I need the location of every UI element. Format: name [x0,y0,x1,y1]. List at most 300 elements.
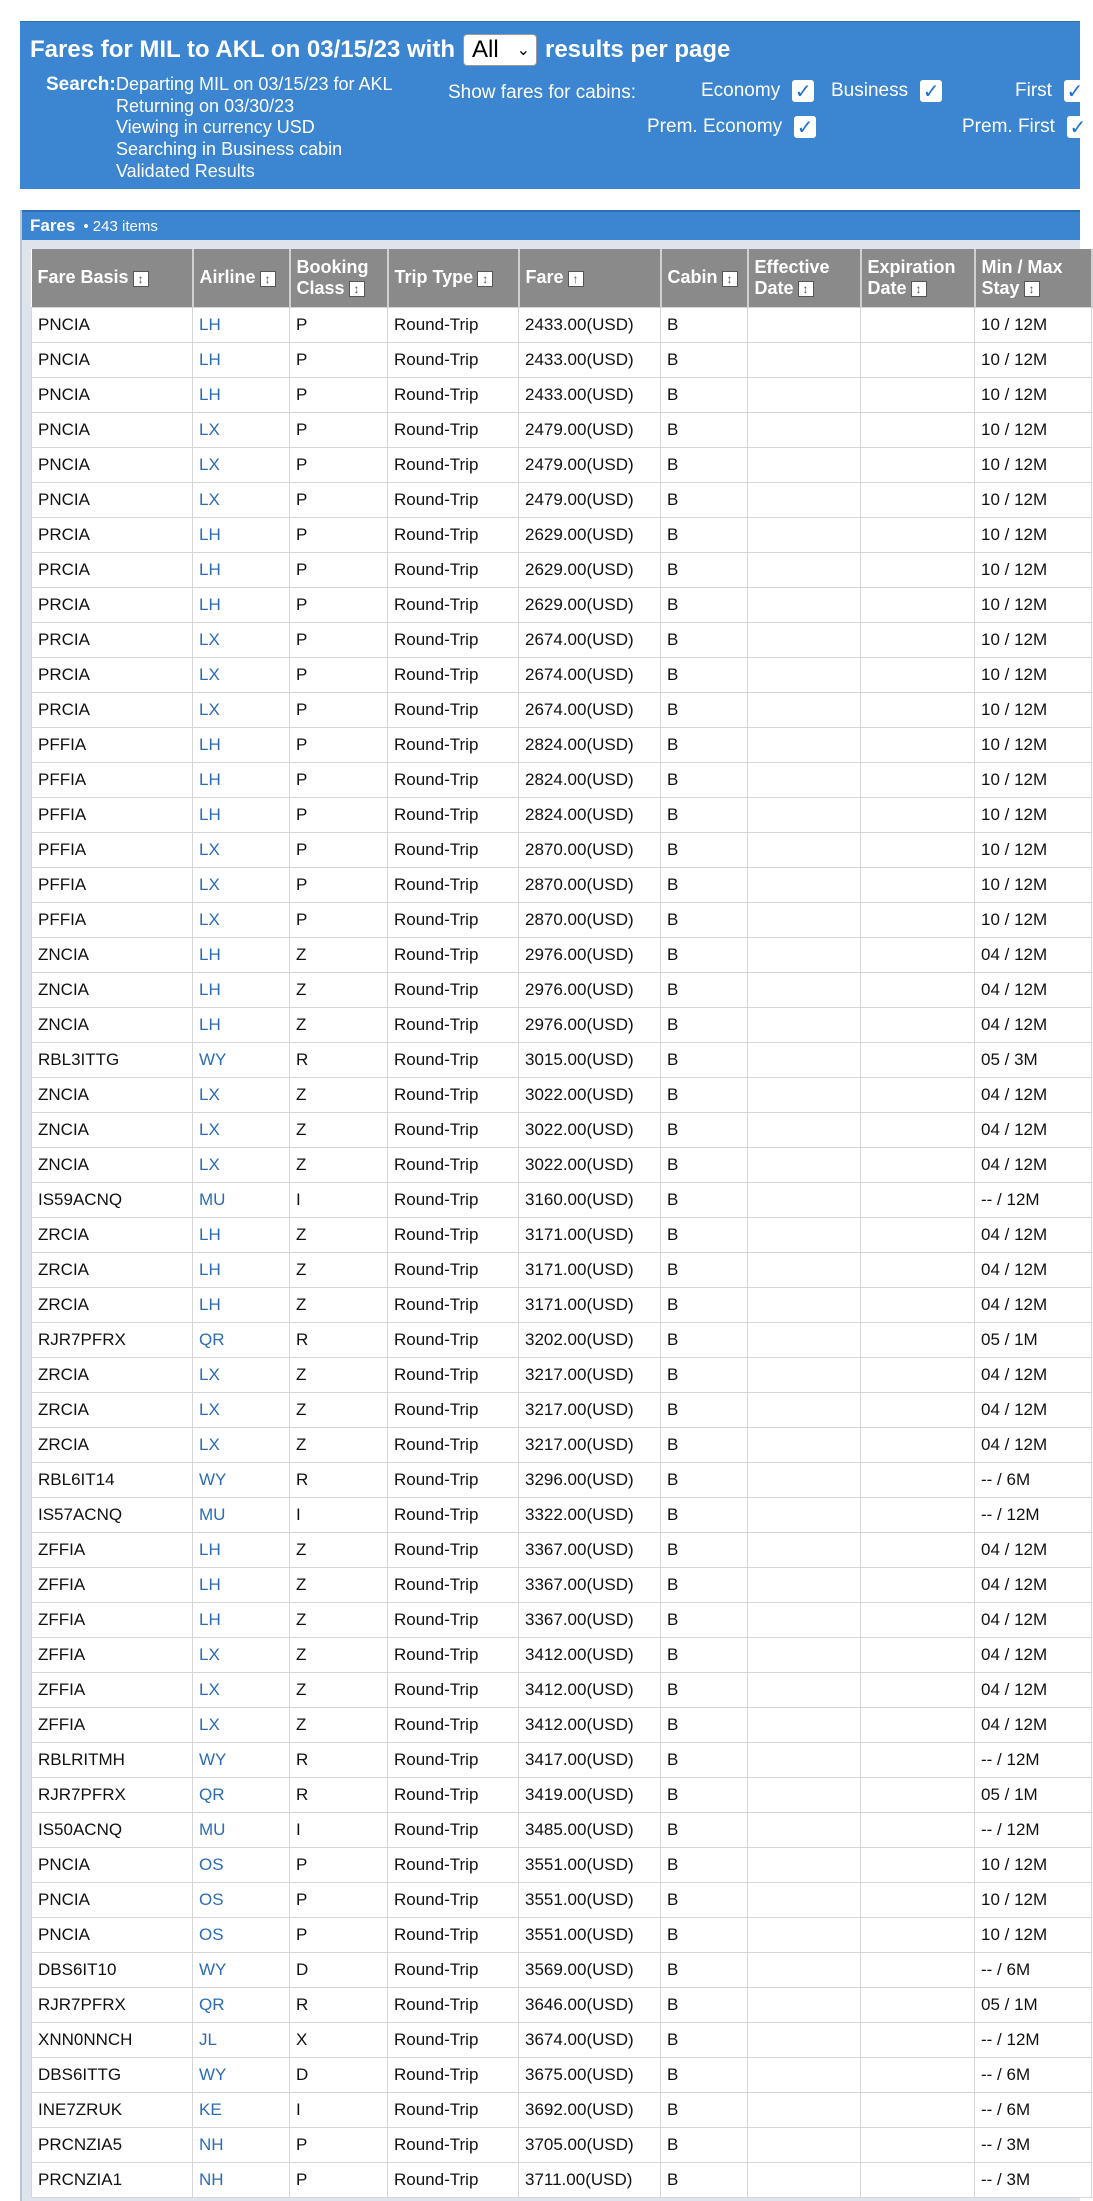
fare-basis-cell: ZFFIA [32,1637,193,1672]
search-summary [116,74,393,183]
column-header-expiration-date[interactable] [861,249,975,307]
cabin-cell: B [661,1847,748,1882]
fare-basis-cell: ZFFIA [32,1602,193,1637]
booking-class-cell: P [290,482,388,517]
min-max-stay-cell: 10 / 12M [975,797,1092,832]
expiration-date-cell [861,1497,975,1532]
airline-cell[interactable]: LX [193,1392,290,1427]
trip-type-cell: Round-Trip [388,1357,519,1392]
trip-type-cell: Round-Trip [388,1882,519,1917]
cabin-cell: B [661,797,748,832]
trip-type-cell: Round-Trip [388,1427,519,1462]
airline-cell[interactable]: WY [193,1952,290,1987]
column-header-label: Fare [525,267,564,288]
trip-type-cell: Round-Trip [388,1707,519,1742]
trip-type-cell: Round-Trip [388,1462,519,1497]
booking-class-cell: Z [290,1672,388,1707]
fare-cell: 2824.00(USD) [519,762,661,797]
min-max-stay-cell: 04 / 12M [975,1357,1092,1392]
cabin-filter-prem-first[interactable] [962,116,1089,138]
fare-basis-cell: ZRCIA [32,1287,193,1322]
fare-cell: 3160.00(USD) [519,1182,661,1217]
expiration-date-cell [861,1357,975,1392]
booking-class-cell: Z [290,1077,388,1112]
airline-cell[interactable]: LX [193,1112,290,1147]
airline-cell[interactable]: QR [193,1987,290,2022]
airline-cell[interactable]: QR [193,1777,290,1812]
table-row [32,1147,1092,1182]
cabin-cell: B [661,972,748,1007]
fare-basis-cell: PRCIA [32,587,193,622]
booking-class-cell: P [290,867,388,902]
fare-basis-cell: ZNCIA [32,1077,193,1112]
effective-date-cell [748,1357,861,1392]
airline-cell[interactable]: QR [193,1322,290,1357]
cabin-cell: B [661,1077,748,1112]
sort-icon[interactable]: ↕ [798,281,814,297]
fare-cell: 2824.00(USD) [519,797,661,832]
table-row [32,902,1092,937]
booking-class-cell: P [290,1917,388,1952]
fare-cell: 3022.00(USD) [519,1077,661,1112]
fare-cell: 3322.00(USD) [519,1497,661,1532]
trip-type-cell: Round-Trip [388,2057,519,2092]
trip-type-cell: Round-Trip [388,937,519,972]
sort-icon[interactable]: ↕ [349,281,365,297]
sort-ascending-icon[interactable]: ↑ [568,271,584,287]
trip-type-cell: Round-Trip [388,832,519,867]
airline-cell[interactable]: LX [193,1707,290,1742]
fare-basis-cell: RBL3ITTG [32,1042,193,1077]
trip-type-cell: Round-Trip [388,797,519,832]
effective-date-cell [748,2162,861,2197]
airline-cell[interactable]: LX [193,832,290,867]
fare-basis-cell: PFFIA [32,867,193,902]
cabin-cell: B [661,1007,748,1042]
trip-type-cell: Round-Trip [388,482,519,517]
airline-cell[interactable]: LH [193,937,290,972]
cabin-cell: B [661,482,748,517]
column-header-effective-date[interactable] [748,249,861,307]
cabin-cell: B [661,2127,748,2162]
fare-cell: 2479.00(USD) [519,482,661,517]
expiration-date-cell [861,1812,975,1847]
cabin-cell: B [661,727,748,762]
effective-date-cell [748,1847,861,1882]
fare-basis-cell: RJR7PFRX [32,1987,193,2022]
booking-class-cell: I [290,1812,388,1847]
airline-cell[interactable]: LX [193,622,290,657]
effective-date-cell [748,1077,861,1112]
expiration-date-cell [861,1217,975,1252]
min-max-stay-cell: 04 / 12M [975,937,1092,972]
airline-cell[interactable]: OS [193,1847,290,1882]
cabin-cell: B [661,377,748,412]
table-row [32,1252,1092,1287]
cabin-filter-business[interactable] [831,80,942,102]
trip-type-cell: Round-Trip [388,342,519,377]
table-row [32,1672,1092,1707]
fare-cell: 3367.00(USD) [519,1532,661,1567]
booking-class-cell: R [290,1042,388,1077]
effective-date-cell [748,587,861,622]
fare-basis-cell: DBS6IT10 [32,1952,193,1987]
table-row [32,972,1092,1007]
min-max-stay-cell: 10 / 12M [975,867,1092,902]
column-header-fare[interactable] [519,249,661,307]
cabin-cell: B [661,1217,748,1252]
trip-type-cell: Round-Trip [388,902,519,937]
trip-type-cell: Round-Trip [388,1777,519,1812]
expiration-date-cell [861,447,975,482]
airline-cell[interactable]: MU [193,1497,290,1532]
min-max-stay-cell: 04 / 12M [975,1252,1092,1287]
trip-type-cell: Round-Trip [388,657,519,692]
fare-basis-cell: IS50ACNQ [32,1812,193,1847]
column-header-airline[interactable] [193,249,290,307]
column-header-label: Min / Max Stay [981,256,1063,298]
column-header-cabin[interactable] [661,249,748,307]
expiration-date-cell [861,1532,975,1567]
cabin-cell: B [661,1462,748,1497]
cabin-cell: B [661,2022,748,2057]
cabin-cell: B [661,412,748,447]
airline-cell[interactable]: WY [193,1462,290,1497]
fare-cell: 3015.00(USD) [519,1042,661,1077]
table-row [32,412,1092,447]
airline-cell[interactable]: LX [193,447,290,482]
airline-cell[interactable]: LX [193,482,290,517]
effective-date-cell [748,1777,861,1812]
airline-cell[interactable]: LH [193,552,290,587]
booking-class-cell: R [290,1742,388,1777]
min-max-stay-cell: 04 / 12M [975,1077,1092,1112]
airline-cell[interactable]: LH [193,797,290,832]
fare-cell: 3412.00(USD) [519,1707,661,1742]
fare-basis-cell: RJR7PFRX [32,1777,193,1812]
trip-type-cell: Round-Trip [388,1007,519,1042]
table-row [32,1602,1092,1637]
trip-type-cell: Round-Trip [388,972,519,1007]
table-row [32,1007,1092,1042]
booking-class-cell: R [290,1322,388,1357]
booking-class-cell: Z [290,1007,388,1042]
sort-icon[interactable]: ↕ [477,271,493,287]
fare-basis-cell: RJR7PFRX [32,1322,193,1357]
fare-basis-cell: ZRCIA [32,1392,193,1427]
trip-type-cell: Round-Trip [388,587,519,622]
booking-class-cell: Z [290,1357,388,1392]
airline-cell[interactable]: LH [193,342,290,377]
sort-icon[interactable]: ↕ [260,271,276,287]
cabin-cell: B [661,2092,748,2127]
cabin-cell: B [661,1777,748,1812]
cabin-cell: B [661,1392,748,1427]
fare-basis-cell: ZFFIA [32,1567,193,1602]
airline-cell[interactable]: LH [193,972,290,1007]
sort-icon[interactable]: ↕ [722,271,738,287]
airline-cell[interactable]: LH [193,587,290,622]
min-max-stay-cell: 10 / 12M [975,727,1092,762]
table-row [32,1917,1092,1952]
trip-type-cell: Round-Trip [388,1322,519,1357]
fares-table [31,249,1093,2198]
fares-title: Fares [30,216,76,235]
expiration-date-cell [861,1742,975,1777]
cabin-cell: B [661,867,748,902]
min-max-stay-cell: 04 / 12M [975,1532,1092,1567]
cabin-cell: B [661,1637,748,1672]
booking-class-cell: Z [290,1147,388,1182]
cabin-cell: B [661,692,748,727]
fare-basis-cell: PRCNZIA1 [32,2162,193,2197]
airline-cell[interactable]: LH [193,727,290,762]
trip-type-cell: Round-Trip [388,1147,519,1182]
table-row [32,1322,1092,1357]
column-header-fare-basis[interactable] [32,249,193,307]
trip-type-cell: Round-Trip [388,1252,519,1287]
table-row [32,517,1092,552]
airline-cell[interactable]: OS [193,1917,290,1952]
airline-cell[interactable]: LX [193,1672,290,1707]
search-line: Departing MIL on 03/15/23 for AKL [116,74,393,94]
airline-cell[interactable]: MU [193,1182,290,1217]
airline-cell[interactable]: LX [193,412,290,447]
expiration-date-cell [861,2127,975,2162]
column-header-booking-class[interactable] [290,249,388,307]
effective-date-cell [748,1917,861,1952]
fare-basis-cell: PNCIA [32,447,193,482]
booking-class-cell: I [290,1182,388,1217]
table-row [32,447,1092,482]
expiration-date-cell [861,1182,975,1217]
checkbox-prem-first[interactable]: ✓ [1067,116,1089,138]
expiration-date-cell [861,2022,975,2057]
fare-cell: 2433.00(USD) [519,307,661,342]
airline-cell[interactable]: OS [193,1882,290,1917]
airline-cell[interactable]: LH [193,1567,290,1602]
min-max-stay-cell: 04 / 12M [975,1287,1092,1322]
airline-cell[interactable]: JL [193,2022,290,2057]
booking-class-cell: Z [290,937,388,972]
table-row [32,1882,1092,1917]
min-max-stay-cell: 10 / 12M [975,587,1092,622]
cabin-cell: B [661,832,748,867]
effective-date-cell [748,1427,861,1462]
column-header-min-max-stay[interactable] [975,249,1092,307]
airline-cell[interactable]: NH [193,2162,290,2197]
title-prefix: Fares for MIL to AKL on 03/15/23 with [30,36,455,63]
expiration-date-cell [861,797,975,832]
table-row [32,657,1092,692]
cabin-cell: B [661,552,748,587]
search-label: Search: [46,74,116,95]
min-max-stay-cell: 10 / 12M [975,1882,1092,1917]
effective-date-cell [748,1112,861,1147]
expiration-date-cell [861,1042,975,1077]
expiration-date-cell [861,937,975,972]
expiration-date-cell [861,902,975,937]
airline-cell[interactable]: LX [193,1077,290,1112]
airline-cell[interactable]: WY [193,1742,290,1777]
sort-icon[interactable]: ↕ [911,281,927,297]
min-max-stay-cell: 05 / 1M [975,1987,1092,2022]
fare-basis-cell: ZFFIA [32,1532,193,1567]
booking-class-cell: P [290,1882,388,1917]
fare-cell: 3551.00(USD) [519,1882,661,1917]
table-row [32,937,1092,972]
search-line: Viewing in currency USD [116,117,315,138]
cabin-cell: B [661,1042,748,1077]
booking-class-cell: Z [290,1637,388,1672]
effective-date-cell [748,1987,861,2022]
effective-date-cell [748,342,861,377]
checkbox-first[interactable]: ✓ [1064,80,1086,102]
airline-cell[interactable]: LH [193,377,290,412]
min-max-stay-cell: 04 / 12M [975,1217,1092,1252]
checkbox-business[interactable]: ✓ [920,80,942,102]
expiration-date-cell [861,552,975,587]
airline-cell[interactable]: KE [193,2092,290,2127]
expiration-date-cell [861,1567,975,1602]
airline-cell[interactable]: WY [193,2057,290,2092]
fare-basis-cell: RBL6IT14 [32,1462,193,1497]
fare-basis-cell: ZNCIA [32,1112,193,1147]
airline-cell[interactable]: NH [193,2127,290,2162]
fare-cell: 3217.00(USD) [519,1427,661,1462]
airline-cell[interactable]: LX [193,1357,290,1392]
effective-date-cell [748,797,861,832]
booking-class-cell: X [290,2022,388,2057]
table-row [32,832,1092,867]
min-max-stay-cell: 10 / 12M [975,482,1092,517]
cabin-label-economy: Economy [701,80,781,101]
checkbox-economy[interactable]: ✓ [792,80,814,102]
expiration-date-cell [861,587,975,622]
airline-cell[interactable]: LH [193,1532,290,1567]
airline-cell[interactable]: LH [193,1252,290,1287]
effective-date-cell [748,1462,861,1497]
fare-basis-cell: ZFFIA [32,1672,193,1707]
airline-cell[interactable]: WY [193,1042,290,1077]
sort-icon[interactable]: ↕ [133,271,149,287]
trip-type-cell: Round-Trip [388,2127,519,2162]
effective-date-cell [748,1952,861,1987]
min-max-stay-cell: 05 / 1M [975,1777,1092,1812]
airline-cell[interactable]: LH [193,1602,290,1637]
booking-class-cell: Z [290,1392,388,1427]
cabin-cell: B [661,902,748,937]
cabin-filter-prem-economy[interactable] [647,116,816,138]
fare-cell: 3692.00(USD) [519,2092,661,2127]
booking-class-cell: R [290,1777,388,1812]
airline-cell[interactable]: LX [193,692,290,727]
airline-cell[interactable]: LX [193,1147,290,1182]
airline-cell[interactable]: LX [193,1637,290,1672]
airline-cell[interactable]: LH [193,1007,290,1042]
airline-cell[interactable]: LX [193,902,290,937]
sort-icon[interactable]: ↕ [1024,281,1040,297]
expiration-date-cell [861,972,975,1007]
trip-type-cell: Round-Trip [388,2022,519,2057]
trip-type-cell: Round-Trip [388,867,519,902]
airline-cell[interactable]: LH [193,307,290,342]
fare-basis-cell: PNCIA [32,342,193,377]
cabin-cell: B [661,1567,748,1602]
booking-class-cell: P [290,2162,388,2197]
trip-type-cell: Round-Trip [388,1112,519,1147]
expiration-date-cell [861,1287,975,1322]
min-max-stay-cell: 10 / 12M [975,762,1092,797]
airline-cell[interactable]: MU [193,1812,290,1847]
table-row [32,797,1092,832]
trip-type-cell: Round-Trip [388,517,519,552]
effective-date-cell [748,657,861,692]
effective-date-cell [748,377,861,412]
trip-type-cell: Round-Trip [388,377,519,412]
table-row [32,1777,1092,1812]
airline-cell[interactable]: LH [193,517,290,552]
column-header-trip-type[interactable] [388,249,519,307]
booking-class-cell: D [290,2057,388,2092]
effective-date-cell [748,412,861,447]
effective-date-cell [748,1392,861,1427]
airline-cell[interactable]: LX [193,1427,290,1462]
table-row [32,1847,1092,1882]
table-row [32,1812,1092,1847]
cabin-cell: B [661,1812,748,1847]
effective-date-cell [748,622,861,657]
booking-class-cell: I [290,1497,388,1532]
airline-cell[interactable]: LX [193,657,290,692]
results-per-page-select[interactable] [463,34,537,66]
airline-cell[interactable]: LH [193,1217,290,1252]
cabin-cell: B [661,1112,748,1147]
cabin-filter-first[interactable] [1015,80,1086,102]
fare-basis-cell: ZNCIA [32,1007,193,1042]
search-line: Searching in Business cabin [116,139,343,160]
min-max-stay-cell: 04 / 12M [975,1147,1092,1182]
booking-class-cell: P [290,1847,388,1882]
cabin-cell: B [661,587,748,622]
expiration-date-cell [861,622,975,657]
checkbox-prem-economy[interactable]: ✓ [794,116,816,138]
min-max-stay-cell: 04 / 12M [975,1007,1092,1042]
booking-class-cell: P [290,307,388,342]
expiration-date-cell [861,412,975,447]
table-row [32,307,1092,342]
airline-cell[interactable]: LH [193,762,290,797]
table-row [32,1987,1092,2022]
expiration-date-cell [861,1322,975,1357]
cabin-label-first: First [1015,80,1052,101]
cabin-cell: B [661,342,748,377]
effective-date-cell [748,1252,861,1287]
fare-basis-cell: PFFIA [32,727,193,762]
min-max-stay-cell: 10 / 12M [975,517,1092,552]
fare-cell: 2479.00(USD) [519,412,661,447]
cabin-cell: B [661,1182,748,1217]
table-row [32,377,1092,412]
airline-cell[interactable]: LX [193,867,290,902]
fare-cell: 2674.00(USD) [519,622,661,657]
airline-cell[interactable]: LH [193,1287,290,1322]
cabin-filter-economy[interactable] [701,80,814,102]
fare-cell: 2976.00(USD) [519,972,661,1007]
fare-basis-cell: PFFIA [32,832,193,867]
min-max-stay-cell: 10 / 12M [975,657,1092,692]
booking-class-cell: Z [290,1427,388,1462]
